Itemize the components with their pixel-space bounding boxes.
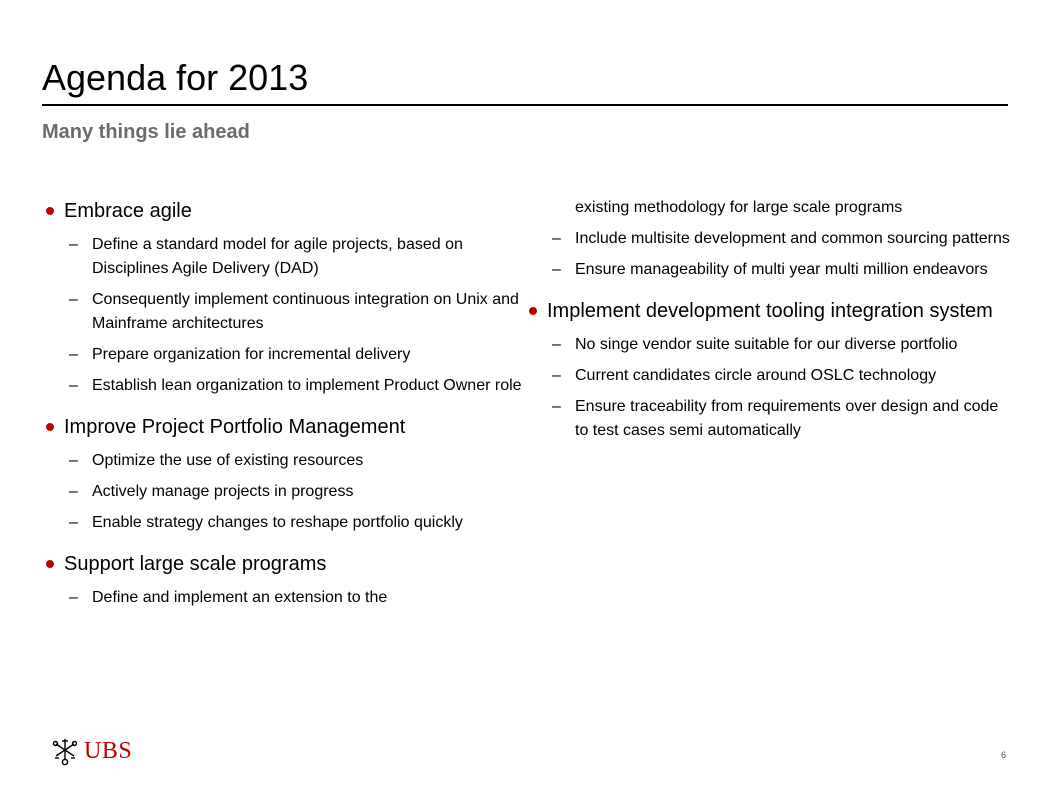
page-subtitle: Many things lie ahead [42, 121, 250, 143]
sub-item-text: Optimize the use of existing resources [92, 452, 364, 469]
sub-item-text: Ensure manageability of multi year multi million endeavors [575, 261, 988, 278]
sub-item [42, 480, 532, 504]
sub-item [42, 511, 532, 535]
bullet-large-scale-programs [42, 549, 532, 579]
sub-item [42, 233, 532, 281]
sub-item [42, 586, 532, 610]
sub-item-text: Define a standard model for agile projects, based on Disciplines Agile Delivery (DAD) [92, 236, 463, 277]
sub-item-text: Consequently implement continuous integration on Unix and Mainframe architectures [92, 291, 519, 332]
sub-item-text: Actively manage projects in progress [92, 483, 354, 500]
sub-item [525, 395, 1010, 443]
sub-item-text: Ensure traceability from requirements over design and code to test cases semi automatically [575, 398, 999, 439]
sub-item-text: Include multisite development and common sourcing patterns [575, 230, 1010, 247]
sub-item-text: No singe vendor suite suitable for our diverse portfolio [575, 336, 958, 353]
sub-item [42, 343, 532, 367]
bullet-dot-icon [46, 423, 54, 431]
continuation-text: existing methodology for large scale programs [575, 199, 903, 216]
sub-item-text: Prepare organization for incremental delivery [92, 346, 411, 363]
sub-item [42, 374, 532, 398]
right-column [525, 196, 1010, 443]
dash-icon: – [552, 230, 561, 247]
bullet-dot-icon [46, 207, 54, 215]
dash-icon: – [69, 291, 78, 308]
ubs-keys-icon [52, 736, 78, 766]
dash-icon: – [552, 398, 561, 415]
page-title: Agenda for 2013 [42, 57, 309, 98]
dash-icon: – [69, 452, 78, 469]
sub-item [525, 333, 1010, 357]
dash-icon: – [69, 236, 78, 253]
dash-icon: – [552, 367, 561, 384]
ubs-logo [52, 736, 132, 766]
sub-item [525, 364, 1010, 388]
bullet-portfolio-management [42, 412, 532, 442]
bullet-text: Improve Project Portfolio Management [64, 416, 406, 438]
dash-icon: – [552, 336, 561, 353]
bullet-text: Implement development tooling integration system [547, 300, 993, 322]
sub-item [42, 288, 532, 336]
dash-icon: – [552, 261, 561, 278]
sub-item-text: Establish lean organization to implement Product Owner role [92, 377, 522, 394]
bullet-text: Embrace agile [64, 200, 192, 222]
bullet-text: Support large scale programs [64, 553, 327, 575]
title-divider [42, 104, 1008, 106]
bullet-dot-icon [46, 560, 54, 568]
logo-wordmark: UBS [84, 737, 133, 764]
bullet-embrace-agile [42, 196, 532, 226]
bullet-dot-icon [529, 307, 537, 315]
sub-item [42, 449, 532, 473]
sub-item-text: Enable strategy changes to reshape portfolio quickly [92, 514, 463, 531]
sub-item [525, 258, 1010, 282]
dash-icon: – [69, 514, 78, 531]
dash-icon: – [69, 483, 78, 500]
sub-item-text: Current candidates circle around OSLC technology [575, 367, 937, 384]
left-column [42, 196, 532, 610]
dash-icon: – [69, 589, 78, 606]
sub-item [525, 227, 1010, 251]
dash-icon: – [69, 346, 78, 363]
page-number: 6 [1001, 750, 1007, 760]
dash-icon: – [69, 377, 78, 394]
sub-item-text: Define and implement an extension to the [92, 589, 388, 606]
bullet-tooling-integration [525, 296, 1010, 326]
